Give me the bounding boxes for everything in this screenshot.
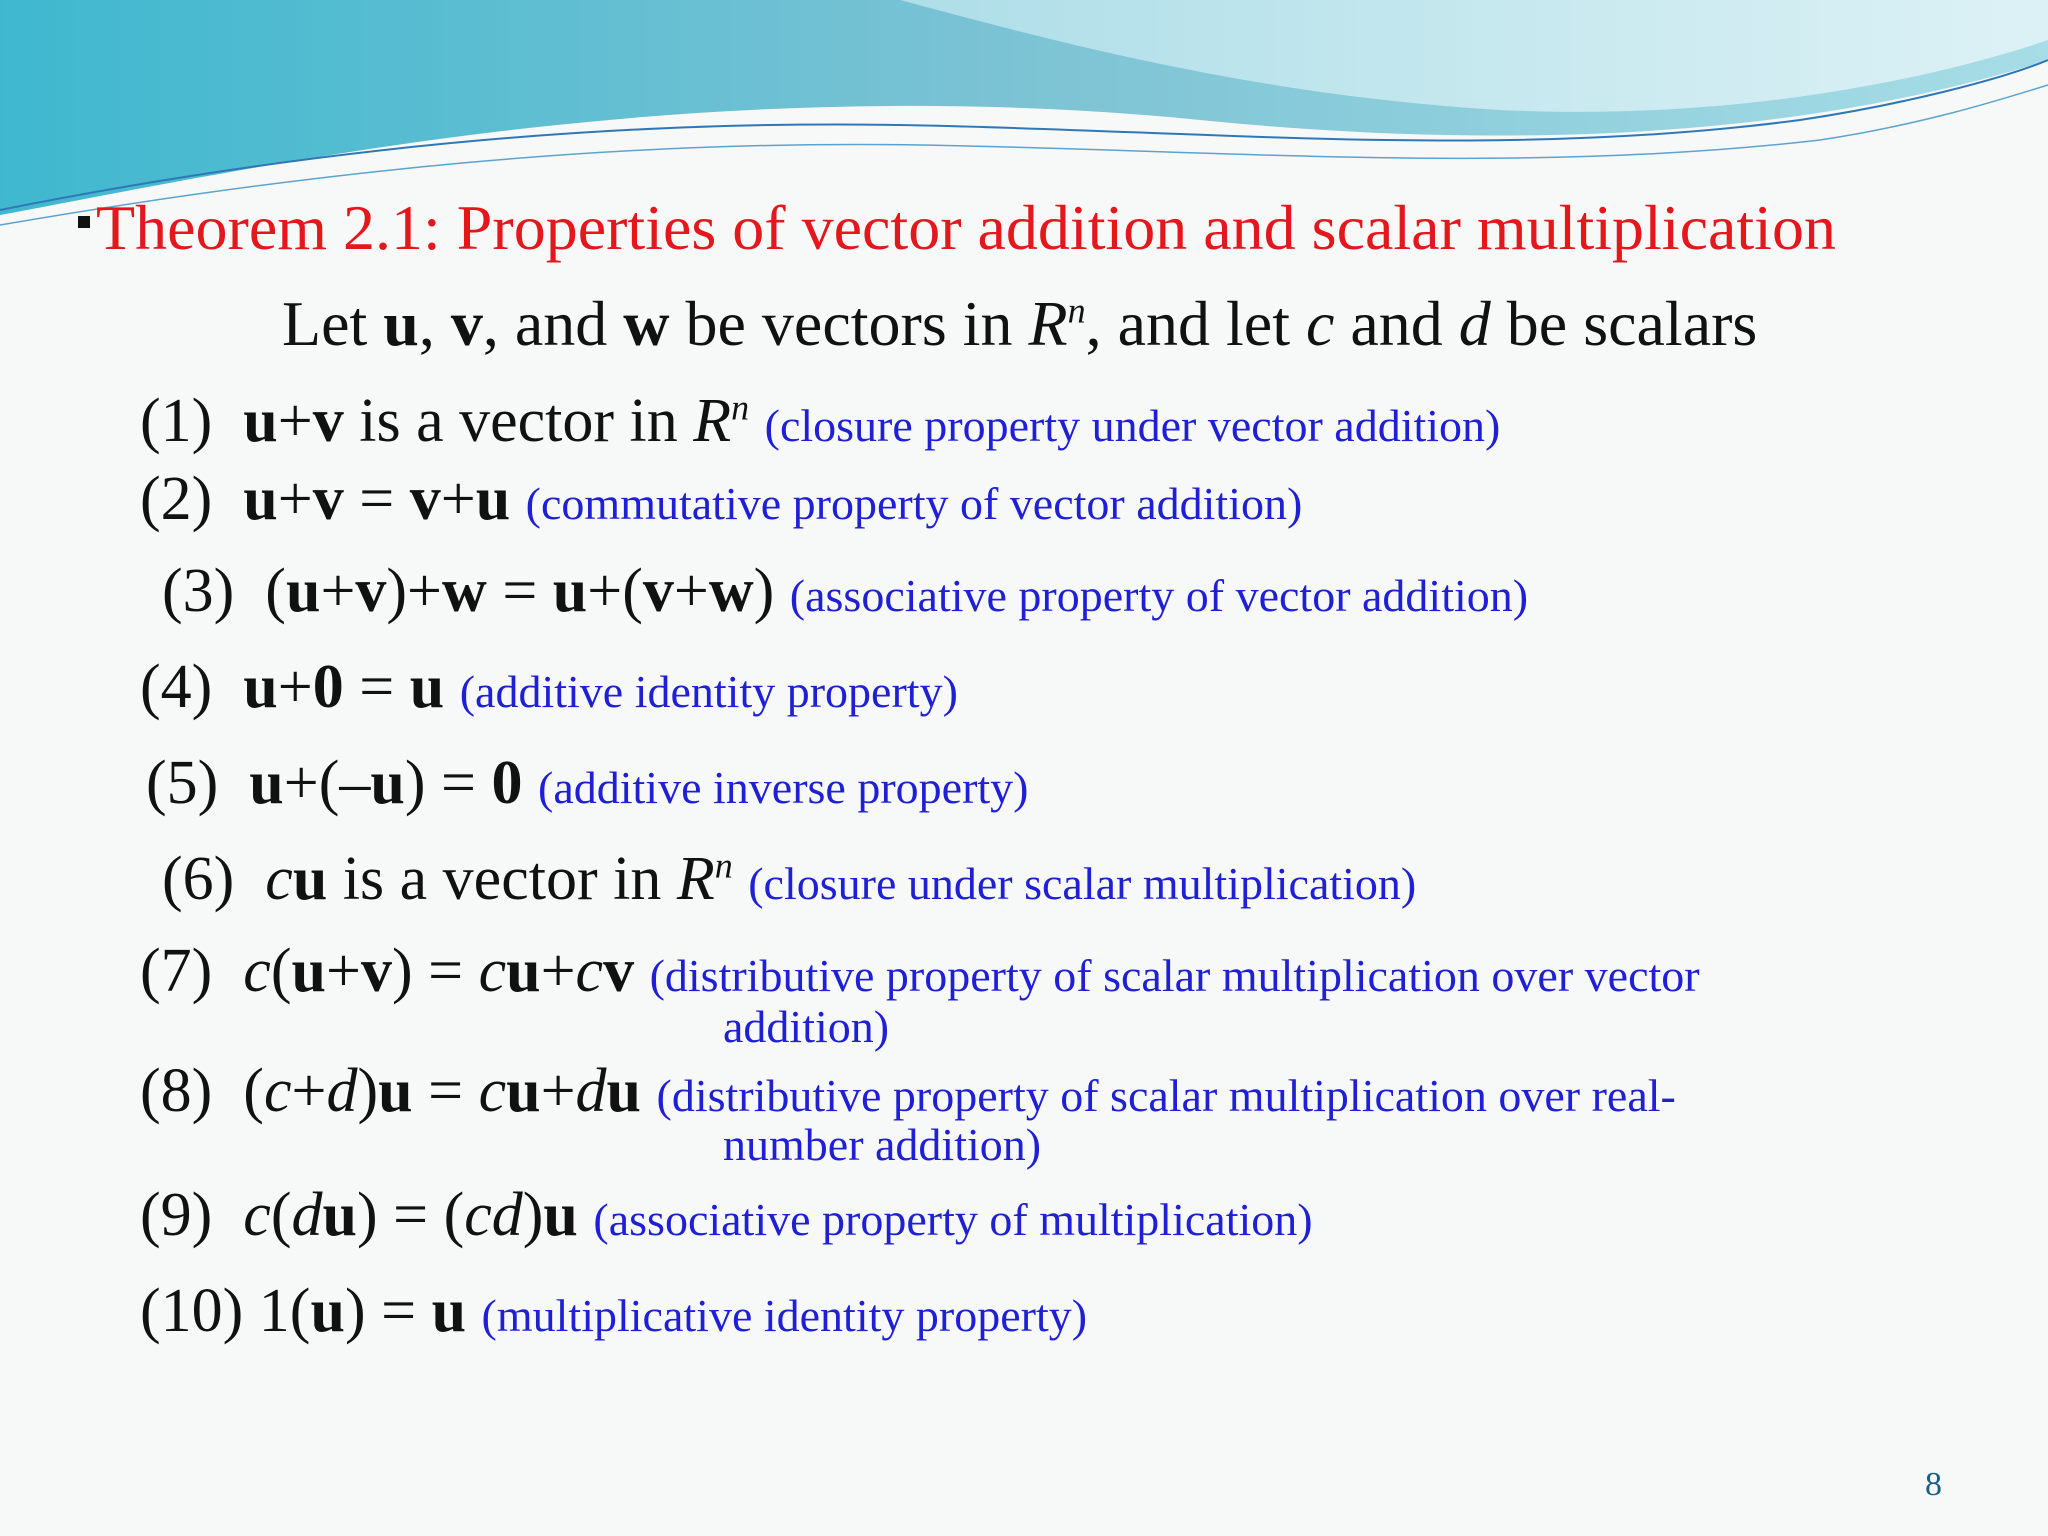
slide-title [78, 192, 1836, 263]
bullet-square-icon [78, 216, 90, 228]
property-6-note: (closure under scalar multiplication) [748, 858, 1417, 909]
property-8: (8) (c+d)u = cu+du (distributive property of scalar multiplication over real- [140, 1057, 1676, 1125]
property-1-note: (closure property under vector addition) [764, 400, 1501, 451]
property-8-note: (distributive property of scalar multiplication over real- [656, 1070, 1676, 1121]
property-9: (9) c(du) = (cd)u (associative property of multiplication) [140, 1181, 1313, 1249]
property-3-note: (associative property of vector addition) [789, 570, 1529, 621]
property-3: (3) (u+v)+w = u+(v+w) (associative property of vector addition) [162, 557, 1529, 625]
property-5: (5) u+(–u) = 0 (additive inverse property) [146, 749, 1029, 817]
property-7-note-continued: addition) [723, 1001, 890, 1052]
property-7-note: (distributive property of scalar multiplication over vector [649, 950, 1700, 1001]
property-2-note: (commutative property of vector addition) [525, 478, 1303, 529]
theorem-intro: Let u, v, and w be vectors in $R^n$, and let c and d be scalars [282, 288, 1758, 359]
page-number: 8 [1925, 1466, 1942, 1503]
property-10: (10) 1(u) = u (multiplicative identity property) [140, 1277, 1088, 1345]
property-10-note: (multiplicative identity property) [481, 1290, 1088, 1341]
property-7: (7) c(u+v) = cu+cv (distributive property of scalar multiplication over vector [140, 937, 1700, 1005]
property-4-note: (additive identity property) [459, 666, 958, 717]
property-5-note: (additive inverse property) [538, 762, 1029, 813]
title-text: Theorem 2.1: Properties of vector addition and scalar multiplication [96, 192, 1836, 263]
property-8-note-continued: number addition) [723, 1119, 1042, 1170]
property-9-note: (associative property of multiplication) [593, 1194, 1313, 1245]
property-4: (4) u+0 = u (additive identity property) [140, 653, 958, 721]
property-2: (2) u+v = v+u (commutative property of vector addition) [140, 465, 1303, 533]
property-1: (1) u+v is a vector in $R^n$ (closure property under vector addition) [140, 387, 1501, 455]
property-6: (6) cu is a vector in $R^n$ (closure under scalar multiplication) [162, 845, 1417, 913]
